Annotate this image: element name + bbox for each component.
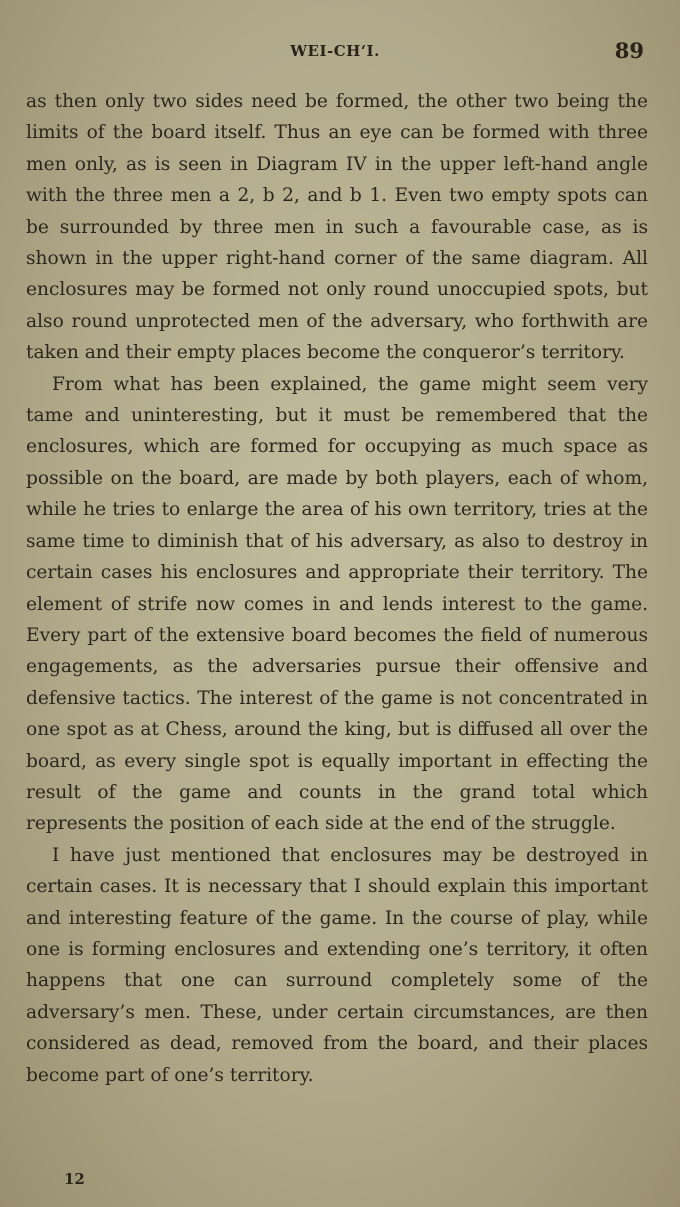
paragraph-3: I have just mentioned that enclosures may be destroyed in certain cases. It is necessary that I should explain this important and interesting feature of the game. In the course of play, while one is forming enclosures and extending one’s territory, it often happens that one can surround completely some of the adversary’s men. These, under certain circumstances, are then considered as dead, removed from the board, and their places become part of one’s territory.: [26, 844, 648, 1086]
running-title: WEI-CH‘I.: [290, 42, 380, 60]
paragraph-1: as then only two sides need be formed, the other two being the limits of the board itself. Thus an eye can be formed with three men only, as is seen in Diagram IV in the upper left-hand angle with the three men a 2, b 2, and b 1. Even two empty spots can be surrounded by three men in such a favourable case, as is shown in the upper right-hand corner of the same diagram. All enclosures may be formed not only round unoccupied spots, but also round unprotected men of the adversary, who forthwith are taken and their empty places become the conqueror’s territory.: [26, 91, 648, 364]
paragraph-2: From what has been explained, the game might seem very tame and uninteresting, but it must be remembered that the enclosures, which are formed for occupying as much space as possible on the board, are made by both players, each of whom, while he tries to enlarge the area of his own territory, tries at the same time to diminish that of his adversary, as also to destroy in certain cases his enclosures and appropriate their territory. The element of strife now comes in and lends interest to the game. Every part of the extensive board becomes the field of numerous engagements, as the adversaries pursue their offensive and defensive tactics. The interest of the game is not concentrated in one spot as at Chess, around the king, but is diffused all over the board, as every single spot is equally important in effecting the result of the game and counts in the grand total which represents the position of each side at the end of the struggle.: [26, 373, 648, 835]
signature-mark: 12: [64, 1170, 85, 1188]
body-text: [26, 86, 648, 1091]
running-head: [26, 38, 644, 66]
page-number: 89: [614, 38, 644, 63]
